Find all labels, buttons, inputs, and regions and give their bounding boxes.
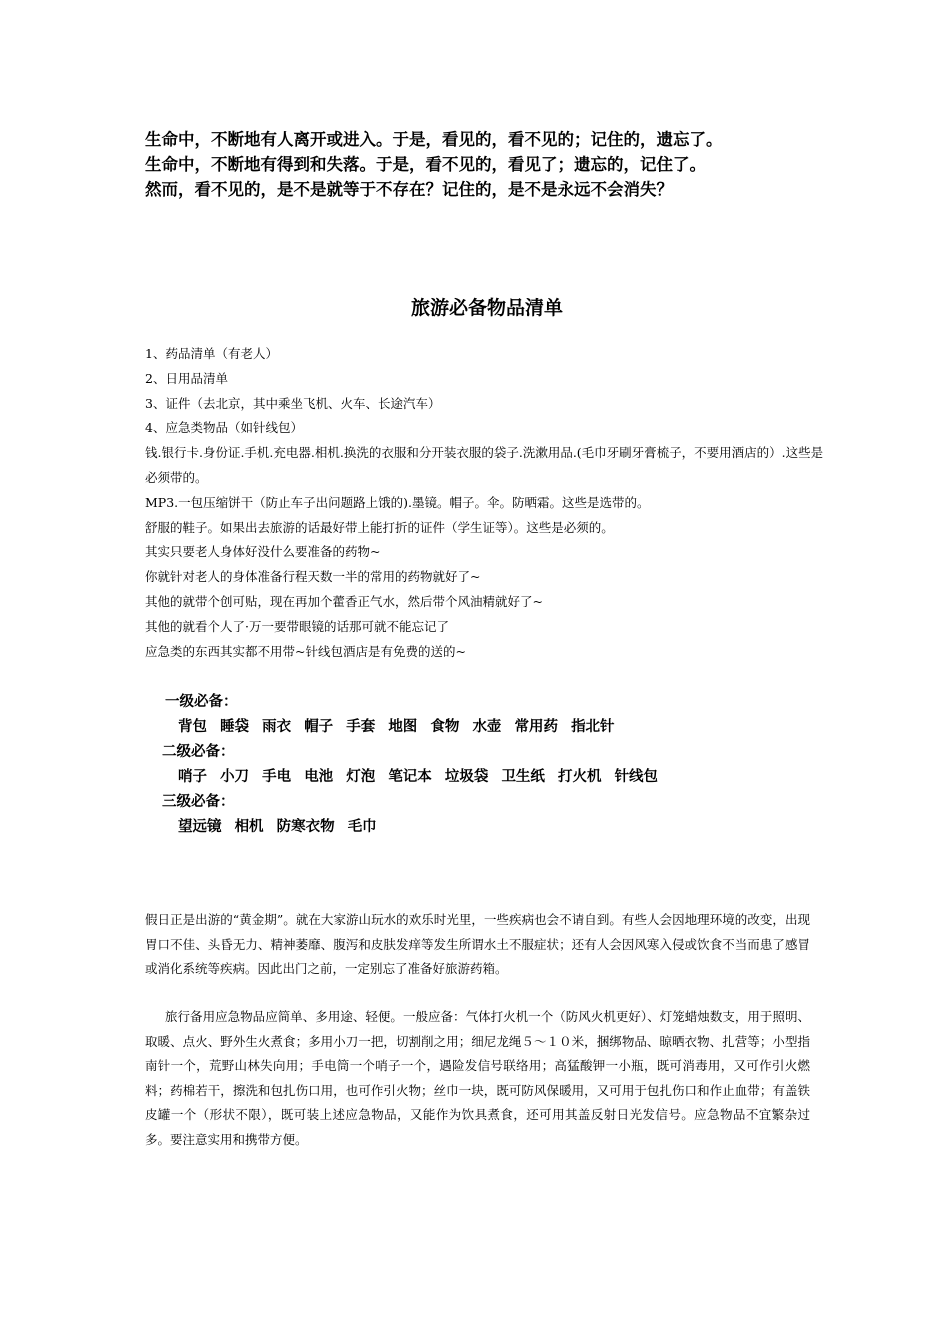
page-title: 旅游必备物品清单 — [410, 297, 563, 319]
level-heading: 三级必备： — [162, 794, 235, 810]
list-item: 舒服的鞋子。如果出去旅游的话最好带上能打折的证件（学生证等）。这些是必须的。 — [145, 519, 614, 535]
list-item: 你就针对老人的身体准备行程天数一半的常用的药物就好了~ — [145, 569, 481, 585]
level-items — [145, 715, 825, 740]
level-item: 帽子 — [304, 719, 334, 735]
level-item: 毛巾 — [347, 819, 377, 835]
level-item: 望远镜 — [178, 819, 222, 835]
list-item: MP3.一包压缩饼干（防止车子出问题路上饿的).墨镜。帽子。伞。防晒霜。这些是选带的。 — [145, 494, 650, 510]
level-item: 灯泡 — [346, 769, 376, 785]
level-item: 打火机 — [558, 769, 602, 785]
level-item: 雨衣 — [262, 719, 292, 735]
paragraph-emergency-items: 旅行备用应急物品应简单、多用途、轻便。一般应备：气体打火机一个（防风火机更好）、灯笼蜡烛数支，用于照明、取暖、点火、野外生火煮食；多用小刀一把，切割削之用；细尼龙绳５～１０米，捆绑物品、晾晒衣物、扎营等；小型指南针一个，荒野山林失向用；手电筒一个哨子一个，遇险发信号联络用；高猛酸钾一小瓶，既可消毒用，又可作引火燃料；药棉若干，擦洗和包扎伤口用，也可作引火物；丝巾一块，既可防风保暖用，又可用于包扎伤口和作止血带；有盖铁皮罐一个（形状不限），既可装上述应急物品，又能作为饮具煮食，还可用其盖反射日光发信号。应急物品不宜繁杂过多。要注意实用和携带方便。 — [145, 1009, 810, 1147]
level-item: 手套 — [346, 719, 376, 735]
intro-line: 生命中，不断地有人离开或进入。于是，看见的，看不见的；记住的，遗忘了。 — [145, 130, 723, 149]
level-item: 垃圾袋 — [444, 769, 489, 785]
intro-line: 然而，看不见的，是不是就等于不存在？记住的，是不是永远不会消失？ — [145, 180, 673, 199]
level-item: 指北针 — [571, 719, 615, 735]
level-item: 水壶 — [472, 719, 502, 735]
level-item: 手电 — [262, 769, 292, 785]
level-heading: 一级必备： — [165, 694, 238, 710]
list-item: 其他的就带个创可贴，现在再加个藿香正气水，然后带个风油精就好了~ — [145, 593, 543, 609]
level-item: 睡袋 — [220, 719, 250, 735]
list-item: 1、药品清单（有老人） — [145, 346, 278, 361]
intro-poem — [145, 127, 845, 202]
list-item: 3、证件（去北京，其中乘坐飞机、火车、长途汽车） — [145, 395, 441, 411]
level-item: 食物 — [430, 719, 460, 735]
level-item: 常用药 — [514, 719, 558, 735]
level-item: 背包 — [178, 719, 207, 735]
level-item: 小刀 — [220, 769, 250, 785]
packing-list — [145, 342, 825, 664]
level-item: 地图 — [388, 719, 418, 735]
level-item: 哨子 — [178, 769, 207, 785]
level-item: 笔记本 — [388, 769, 432, 785]
list-item: 4、应急类物品（如针线包） — [145, 420, 303, 436]
list-item: 其实只要老人身体好没什么要准备的药物~ — [145, 544, 381, 560]
level-heading: 二级必备： — [162, 744, 235, 760]
list-item: 应急类的东西其实都不用带~针线包酒店是有免费的送的~ — [145, 643, 466, 659]
intro-line: 生命中，不断地有得到和失落。于是，看不见的，看见了；遗忘的，记住了。 — [145, 155, 706, 174]
level-items — [145, 815, 825, 840]
list-item: 钱.银行卡.身份证.手机.充电器.相机.换洗的衣服和分开装衣服的袋子.洗漱用品.(毛巾牙刷牙膏梳子，不要用酒店的）.这些是必须带的。 — [145, 445, 824, 485]
paragraph-health: 假日正是出游的“黄金期”。就在大家游山玩水的欢乐时光里，一些疾病也会不请自到。有些人会因地理环境的改变，出现胃口不佳、头昏无力、精神萎靡、腹泻和皮肤发痒等发生所谓水土不服症状；还有人会因风寒入侵或饮食不当而患了感冒或消化系统等疾病。因此出门之前，一定别忘了准备好旅游药箱。 — [145, 912, 810, 976]
list-item: 2、日用品清单 — [145, 370, 228, 386]
essential-levels — [145, 690, 825, 840]
level-item: 相机 — [234, 819, 264, 835]
level-items — [145, 765, 825, 790]
level-item: 防寒衣物 — [276, 819, 335, 835]
list-item: 其他的就看个人了·万一要带眼镜的话那可就不能忘记了 — [145, 618, 449, 634]
level-item: 卫生纸 — [501, 769, 545, 785]
level-item: 电池 — [304, 769, 334, 785]
level-item: 针线包 — [614, 769, 659, 785]
